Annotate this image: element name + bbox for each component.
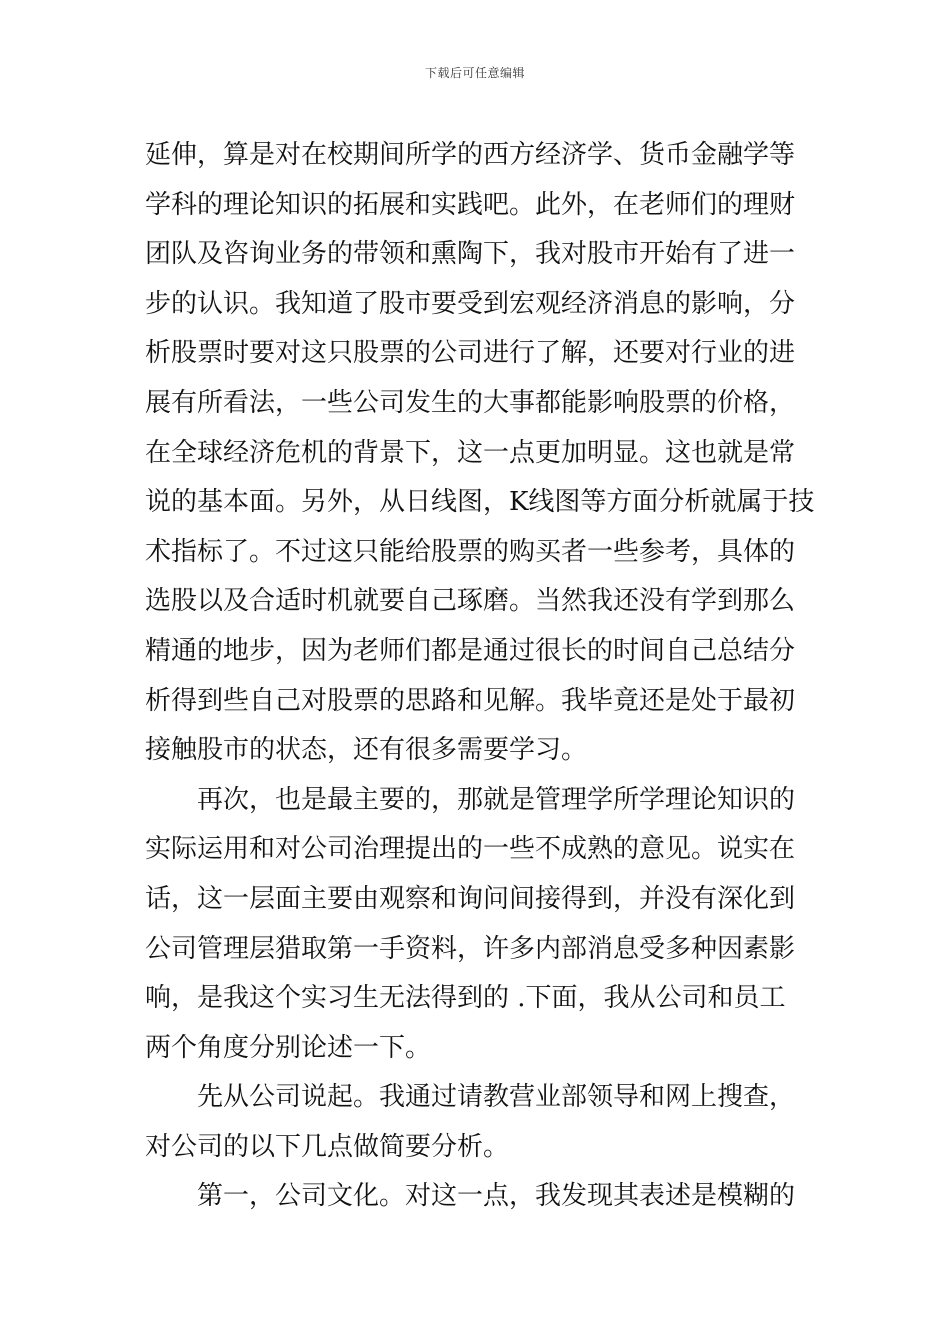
text-line: 步的认识。我知道了股市要受到宏观经济消息的影响，分 xyxy=(145,288,796,319)
body-text xyxy=(145,131,815,1222)
text-line: 公司管理层猎取第一手资料，许多内部消息受多种因素影 xyxy=(145,933,796,964)
text-line: 团队及咨询业务的带领和熏陶下，我对股市开始有了进一 xyxy=(145,239,796,270)
text-line: 展有所看法，一些公司发生的大事都能影响股票的价格， xyxy=(145,387,796,418)
text-line: 两个角度分别论述一下。 xyxy=(145,1032,432,1063)
text-line: 接触股市的状态，还有很多需要学习。 xyxy=(145,735,588,766)
paragraph-start-line: 先从公司说起。我通过请教营业部领导和网上搜查， xyxy=(197,1082,796,1113)
text-line: 学科的理论知识的拓展和实践吧。此外，在老师们的理财 xyxy=(145,189,796,220)
text-line: 精通的地步，因为老师们都是通过很长的时间自己总结分 xyxy=(145,635,796,666)
text-line: 在全球经济危机的背景下，这一点更加明显。这也就是常 xyxy=(145,437,796,468)
text-line: 响，是我这个实习生无法得到的 .下面，我从公司和员工 xyxy=(145,983,786,1014)
text-line: 对公司的以下几点做简要分析。 xyxy=(145,1131,510,1162)
text-line: 话，这一层面主要由观察和询问间接得到，并没有深化到 xyxy=(145,883,796,914)
paragraph-start-line: 再次，也是最主要的，那就是管理学所学理论知识的 xyxy=(197,784,796,815)
text-line: 延伸，算是对在校期间所学的西方经济学、货币金融学等 xyxy=(145,140,796,170)
paragraph-start-line: 第一，公司文化。对这一点，我发现其表述是模糊的 xyxy=(197,1181,796,1212)
text-line: 选股以及合适时机就要自己琢磨。当然我还没有学到那么 xyxy=(145,586,796,617)
text-line: 析股票时要对这只股票的公司进行了解，还要对行业的进 xyxy=(145,338,796,369)
text-line: 说的基本面。另外，从日线图，K线图等方面分析就属于技 xyxy=(145,487,815,518)
text-line: 析得到些自己对股票的思路和见解。我毕竟还是处于最初 xyxy=(145,685,796,716)
page-header: 下载后可任意编辑 xyxy=(424,66,525,80)
text-line: 术指标了。不过这只能给股票的购买者一些参考，具体的 xyxy=(145,536,796,567)
text-line: 实际运用和对公司治理提出的一些不成熟的意见。说实在 xyxy=(145,834,796,865)
